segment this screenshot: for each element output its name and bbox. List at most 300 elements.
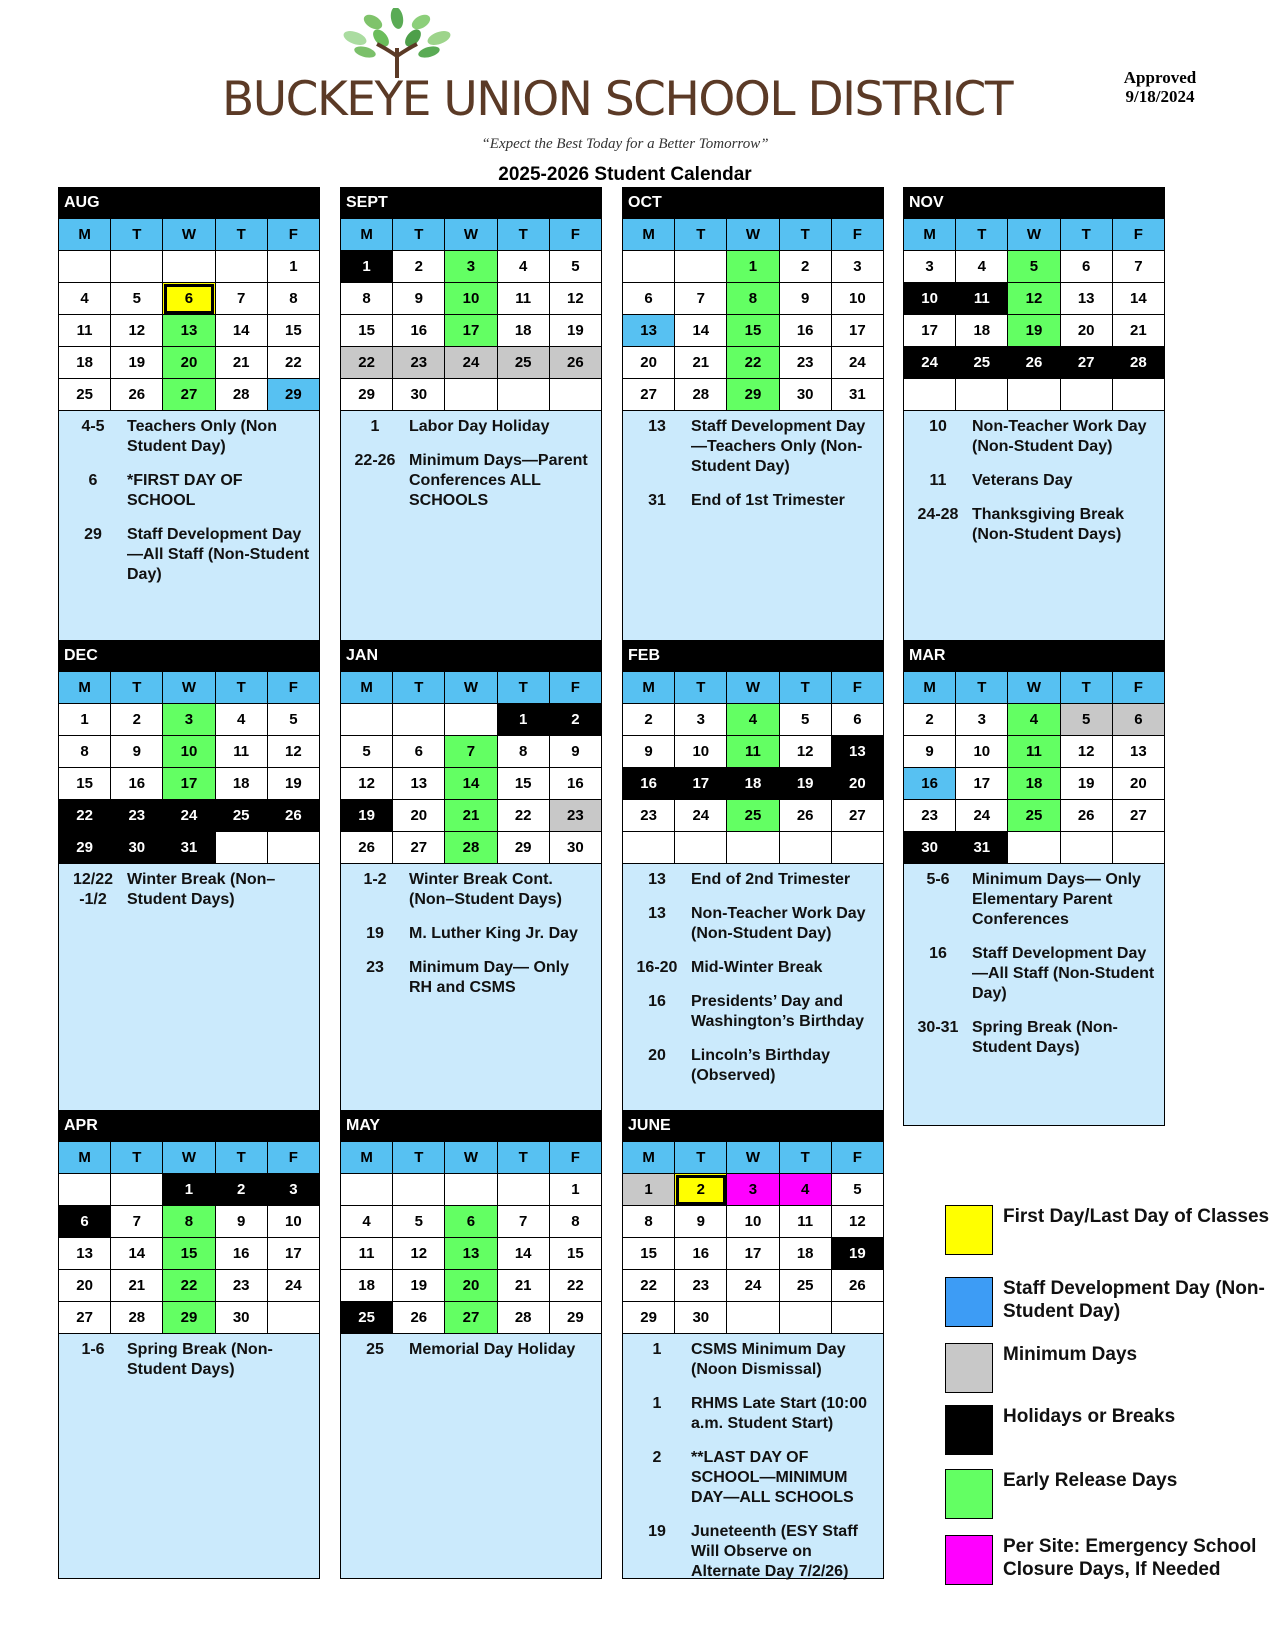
month-grid: [58, 1141, 320, 1334]
day-cell: 19: [111, 347, 163, 379]
day-cell: 2: [111, 704, 163, 736]
empty-day-cell: [163, 251, 215, 283]
day-cell: 22: [163, 1270, 215, 1302]
day-cell: 29: [341, 379, 393, 411]
weekday-header: T: [956, 672, 1008, 704]
day-cell: 4: [727, 704, 779, 736]
weekday-header: W: [1008, 672, 1060, 704]
legend-label: Minimum Days: [1003, 1344, 1138, 1365]
day-cell: 27: [445, 1302, 497, 1334]
day-cell: 9: [779, 283, 831, 315]
day-cell: 30: [111, 832, 163, 864]
weekday-header: M: [623, 1142, 675, 1174]
weekday-header: W: [727, 1142, 779, 1174]
day-cell: 18: [727, 768, 779, 800]
note-item: [629, 958, 877, 978]
week-row: [59, 768, 320, 800]
week-row: [341, 768, 602, 800]
week-row: [623, 251, 884, 283]
day-cell: 7: [445, 736, 497, 768]
day-cell: 22: [727, 347, 779, 379]
day-cell: 19: [341, 800, 393, 832]
day-cell: 28: [215, 379, 267, 411]
day-cell: 3: [904, 251, 956, 283]
tree-logo-icon: [325, 8, 475, 78]
legend-item: [945, 1405, 1265, 1455]
day-cell: 9: [675, 1206, 727, 1238]
weekday-header: W: [727, 672, 779, 704]
note-text: End of 1st Trimester: [691, 492, 845, 509]
day-cell: 25: [497, 347, 549, 379]
weekday-header: W: [163, 1142, 215, 1174]
day-cell: 15: [623, 1238, 675, 1270]
day-cell: 12: [831, 1206, 883, 1238]
day-cell: 5: [1008, 251, 1060, 283]
approved-stamp: [1100, 68, 1220, 106]
day-cell: 19: [1008, 315, 1060, 347]
week-row: [623, 768, 884, 800]
day-cell: 12: [267, 736, 319, 768]
month-title: NOV: [903, 187, 1165, 218]
month-title: MAY: [340, 1110, 602, 1141]
weekday-header: T: [393, 1142, 445, 1174]
weekday-header: F: [267, 672, 319, 704]
weekday-header: F: [549, 1142, 601, 1174]
note-date: 16: [929, 945, 947, 962]
day-cell: 30: [215, 1302, 267, 1334]
month-notes: [58, 864, 320, 1126]
note-date: 16-20: [636, 959, 678, 976]
month-mar: [903, 640, 1165, 1126]
day-cell: 1: [59, 704, 111, 736]
day-cell: 13: [393, 768, 445, 800]
day-cell: 3: [163, 704, 215, 736]
week-row: [341, 251, 602, 283]
month-title: JUNE: [622, 1110, 884, 1141]
day-cell: 15: [341, 315, 393, 347]
month-notes: [622, 1334, 884, 1579]
legend-item: [945, 1343, 1265, 1393]
day-cell: 12: [1060, 736, 1112, 768]
note-text: Minimum Days—Parent Conferences ALL SCHOOLS: [409, 452, 588, 509]
note-date: 22-26: [354, 452, 396, 469]
approved-date: 9/18/2024: [1125, 87, 1195, 106]
day-cell: 25: [727, 800, 779, 832]
note-item: [910, 1018, 1158, 1058]
weekday-header: F: [831, 672, 883, 704]
page-title: 2025-2026 Student Calendar: [498, 164, 752, 185]
day-cell: 27: [1112, 800, 1164, 832]
day-cell: 12: [111, 315, 163, 347]
day-cell: 3: [727, 1174, 779, 1206]
month-grid: [340, 218, 602, 411]
note-item: [65, 1340, 313, 1380]
empty-day-cell: [1060, 832, 1112, 864]
note-date: 1-6: [81, 1341, 105, 1358]
day-cell: 16: [215, 1238, 267, 1270]
note-date: 5-6: [926, 871, 950, 888]
day-cell: 7: [111, 1206, 163, 1238]
day-cell: 5: [267, 704, 319, 736]
day-cell: 18: [341, 1270, 393, 1302]
day-cell: 9: [111, 736, 163, 768]
day-cell: 15: [59, 768, 111, 800]
weekday-header: T: [111, 219, 163, 251]
day-cell: 7: [497, 1206, 549, 1238]
empty-day-cell: [445, 1174, 497, 1206]
day-cell: 28: [1112, 347, 1164, 379]
note-text: End of 2nd Trimester: [691, 871, 851, 888]
week-row: [904, 832, 1165, 864]
day-cell: 19: [267, 768, 319, 800]
weekday-header: W: [445, 219, 497, 251]
day-cell: 11: [215, 736, 267, 768]
day-cell: 18: [956, 315, 1008, 347]
note-item: [629, 870, 877, 890]
empty-day-cell: [956, 379, 1008, 411]
note-date: 1: [652, 1395, 662, 1412]
day-cell: 21: [445, 800, 497, 832]
month-grid: [58, 671, 320, 864]
empty-day-cell: [59, 251, 111, 283]
note-text: Spring Break (Non-Student Days): [127, 1341, 273, 1378]
day-cell: 1: [727, 251, 779, 283]
weekday-header: M: [341, 1142, 393, 1174]
month-title: AUG: [58, 187, 320, 218]
day-cell: 27: [393, 832, 445, 864]
legend-swatch: [945, 1535, 993, 1585]
day-cell: 20: [623, 347, 675, 379]
note-date: 13: [648, 871, 666, 888]
empty-day-cell: [675, 251, 727, 283]
day-cell: 20: [163, 347, 215, 379]
day-cell: 10: [163, 736, 215, 768]
legend-label: Staff Development Day (Non-Student Day): [1003, 1278, 1265, 1322]
week-row: [341, 736, 602, 768]
day-cell: 23: [675, 1270, 727, 1302]
day-cell: 9: [904, 736, 956, 768]
note-item: [910, 417, 1158, 457]
weekday-header: T: [215, 672, 267, 704]
day-cell: 23: [623, 800, 675, 832]
weekday-header: T: [393, 672, 445, 704]
day-cell: 10: [675, 736, 727, 768]
week-row: [59, 1270, 320, 1302]
day-cell: 11: [497, 283, 549, 315]
legend-label: Holidays or Breaks: [1003, 1406, 1176, 1427]
empty-day-cell: [623, 832, 675, 864]
note-text: Staff Development Day—Teachers Only (Non-Student Day): [691, 418, 866, 475]
day-cell: 23: [393, 347, 445, 379]
day-cell: 8: [341, 283, 393, 315]
week-row: [341, 347, 602, 379]
week-row: [623, 315, 884, 347]
note-text: Spring Break (Non-Student Days): [972, 1019, 1118, 1056]
day-cell: 5: [111, 283, 163, 315]
month-title: FEB: [622, 640, 884, 671]
day-cell: 23: [779, 347, 831, 379]
day-cell: 29: [727, 379, 779, 411]
week-row: [623, 832, 884, 864]
day-cell: 13: [163, 315, 215, 347]
month-aug: [58, 187, 320, 641]
weekday-header: F: [831, 219, 883, 251]
day-cell: 1: [163, 1174, 215, 1206]
day-cell: 8: [549, 1206, 601, 1238]
day-cell: 11: [1008, 736, 1060, 768]
day-cell: 7: [215, 283, 267, 315]
day-cell: 21: [111, 1270, 163, 1302]
day-cell: 3: [956, 704, 1008, 736]
day-cell: 16: [904, 768, 956, 800]
weekday-header: T: [497, 1142, 549, 1174]
day-cell: 29: [59, 832, 111, 864]
week-row: [59, 1174, 320, 1206]
note-item: [910, 471, 1158, 491]
month-title: OCT: [622, 187, 884, 218]
month-title: DEC: [58, 640, 320, 671]
week-row: [341, 1174, 602, 1206]
day-cell: 17: [445, 315, 497, 347]
week-row: [59, 379, 320, 411]
day-cell: 20: [59, 1270, 111, 1302]
day-cell: 18: [1008, 768, 1060, 800]
week-row: [59, 1206, 320, 1238]
month-grid: [58, 218, 320, 411]
legend-swatch: [945, 1277, 993, 1327]
month-grid: [903, 671, 1165, 864]
day-cell: 20: [1060, 315, 1112, 347]
day-cell: 26: [393, 1302, 445, 1334]
week-row: [623, 800, 884, 832]
week-row: [904, 315, 1165, 347]
day-cell: 3: [445, 251, 497, 283]
note-text: Winter Break Cont. (Non–Student Days): [409, 871, 562, 908]
day-cell: 20: [1112, 768, 1164, 800]
day-cell: 20: [445, 1270, 497, 1302]
week-row: [623, 1238, 884, 1270]
page-header: [0, 0, 1275, 200]
note-item: [629, 1046, 877, 1086]
day-cell: 4: [779, 1174, 831, 1206]
note-date: 16: [648, 993, 666, 1010]
empty-day-cell: [727, 832, 779, 864]
note-date: 1: [370, 418, 380, 435]
month-title: APR: [58, 1110, 320, 1141]
legend-item: [945, 1469, 1265, 1519]
day-cell: 17: [956, 768, 1008, 800]
day-cell: 19: [831, 1238, 883, 1270]
day-cell: 11: [727, 736, 779, 768]
day-cell: 8: [267, 283, 319, 315]
weekday-header: T: [675, 219, 727, 251]
day-cell: 2: [215, 1174, 267, 1206]
note-text: Lincoln’s Birthday (Observed): [691, 1047, 830, 1084]
note-date: 11: [929, 472, 947, 489]
weekday-header: T: [779, 1142, 831, 1174]
note-date: 10: [929, 418, 947, 435]
day-cell: 6: [831, 704, 883, 736]
day-cell: 22: [341, 347, 393, 379]
day-cell: 27: [59, 1302, 111, 1334]
empty-day-cell: [267, 1302, 319, 1334]
day-cell: 26: [831, 1270, 883, 1302]
week-row: [341, 379, 602, 411]
day-cell: 2: [675, 1174, 727, 1206]
week-row: [341, 1270, 602, 1302]
day-cell: 31: [831, 379, 883, 411]
empty-day-cell: [215, 251, 267, 283]
note-text: Labor Day Holiday: [409, 418, 550, 435]
day-cell: 2: [779, 251, 831, 283]
weekday-header: M: [623, 219, 675, 251]
month-notes: [903, 411, 1165, 641]
day-cell: 8: [59, 736, 111, 768]
week-row: [623, 1302, 884, 1334]
note-date: 1-2: [363, 871, 387, 888]
note-text: Memorial Day Holiday: [409, 1341, 576, 1358]
week-row: [341, 1206, 602, 1238]
note-text: M. Luther King Jr. Day: [409, 925, 578, 942]
day-cell: 20: [831, 768, 883, 800]
empty-day-cell: [59, 1174, 111, 1206]
weekday-header: T: [779, 672, 831, 704]
note-text: **LAST DAY OF SCHOOL—MINIMUM DAY—ALL SCHOOLS: [691, 1449, 854, 1506]
day-cell: 28: [675, 379, 727, 411]
day-cell: 13: [831, 736, 883, 768]
day-cell: 6: [445, 1206, 497, 1238]
day-cell: 30: [904, 832, 956, 864]
day-cell: 5: [1060, 704, 1112, 736]
empty-day-cell: [831, 832, 883, 864]
empty-day-cell: [623, 251, 675, 283]
day-cell: 29: [163, 1302, 215, 1334]
day-cell: 25: [59, 379, 111, 411]
month-may: [340, 1110, 602, 1579]
day-cell: 23: [904, 800, 956, 832]
note-date: 20: [648, 1047, 666, 1064]
day-cell: 25: [956, 347, 1008, 379]
note-item: [910, 944, 1158, 1004]
week-row: [623, 736, 884, 768]
note-date: 24-28: [917, 506, 959, 523]
day-cell: 28: [445, 832, 497, 864]
month-notes: [622, 411, 884, 641]
day-cell: 3: [675, 704, 727, 736]
note-text: Teachers Only (Non Student Day): [127, 418, 277, 455]
weekday-header: M: [341, 219, 393, 251]
day-cell: 17: [267, 1238, 319, 1270]
day-cell: 15: [163, 1238, 215, 1270]
weekday-header: T: [779, 219, 831, 251]
weekday-header: T: [111, 672, 163, 704]
note-text: Veterans Day: [972, 472, 1073, 489]
day-cell: 4: [1008, 704, 1060, 736]
empty-day-cell: [779, 832, 831, 864]
day-cell: 1: [341, 251, 393, 283]
legend-swatch: [945, 1405, 993, 1455]
day-cell: 5: [549, 251, 601, 283]
note-date: 1: [652, 1341, 662, 1358]
day-cell: 8: [163, 1206, 215, 1238]
day-cell: 16: [111, 768, 163, 800]
weekday-header: W: [1008, 219, 1060, 251]
day-cell: 22: [623, 1270, 675, 1302]
day-cell: 15: [497, 768, 549, 800]
day-cell: 10: [831, 283, 883, 315]
week-row: [59, 832, 320, 864]
weekday-header: M: [59, 672, 111, 704]
note-item: [629, 992, 877, 1032]
note-text: Minimum Day— Only RH and CSMS: [409, 959, 570, 996]
empty-day-cell: [831, 1302, 883, 1334]
day-cell: 26: [341, 832, 393, 864]
day-cell: 28: [497, 1302, 549, 1334]
week-row: [904, 347, 1165, 379]
week-row: [341, 1302, 602, 1334]
week-row: [904, 800, 1165, 832]
empty-day-cell: [727, 1302, 779, 1334]
day-cell: 9: [393, 283, 445, 315]
day-cell: 27: [831, 800, 883, 832]
month-sept: [340, 187, 602, 641]
district-name: BUCKEYE UNION SCHOOL DISTRICT: [222, 72, 1013, 127]
month-nov: [903, 187, 1165, 641]
day-cell: 26: [1008, 347, 1060, 379]
note-item: [347, 958, 595, 998]
day-cell: 2: [549, 704, 601, 736]
day-cell: 24: [956, 800, 1008, 832]
week-row: [623, 1206, 884, 1238]
note-date: 25: [366, 1341, 384, 1358]
weekday-header: M: [341, 672, 393, 704]
weekday-header: T: [215, 219, 267, 251]
month-notes: [622, 864, 884, 1126]
day-cell: 19: [779, 768, 831, 800]
weekday-header: T: [111, 1142, 163, 1174]
day-cell: 11: [779, 1206, 831, 1238]
month-jan: [340, 640, 602, 1126]
day-cell: 17: [727, 1238, 779, 1270]
note-item: [347, 1340, 595, 1360]
month-title: MAR: [903, 640, 1165, 671]
day-cell: 2: [623, 704, 675, 736]
day-cell: 24: [727, 1270, 779, 1302]
day-cell: 6: [163, 283, 215, 315]
day-cell: 12: [1008, 283, 1060, 315]
day-cell: 13: [59, 1238, 111, 1270]
day-cell: 26: [779, 800, 831, 832]
day-cell: 12: [393, 1238, 445, 1270]
day-cell: 10: [727, 1206, 779, 1238]
empty-day-cell: [393, 1174, 445, 1206]
day-cell: 9: [623, 736, 675, 768]
month-grid: [903, 218, 1165, 411]
note-item: [65, 525, 313, 585]
day-cell: 13: [1112, 736, 1164, 768]
day-cell: 11: [956, 283, 1008, 315]
month-title: JAN: [340, 640, 602, 671]
week-row: [904, 379, 1165, 411]
day-cell: 30: [549, 832, 601, 864]
note-date: 19: [648, 1523, 666, 1540]
weekday-header: W: [163, 672, 215, 704]
legend-label: Early Release Days: [1003, 1470, 1178, 1491]
day-cell: 11: [341, 1238, 393, 1270]
weekday-header: T: [956, 219, 1008, 251]
empty-day-cell: [393, 704, 445, 736]
day-cell: 18: [779, 1238, 831, 1270]
